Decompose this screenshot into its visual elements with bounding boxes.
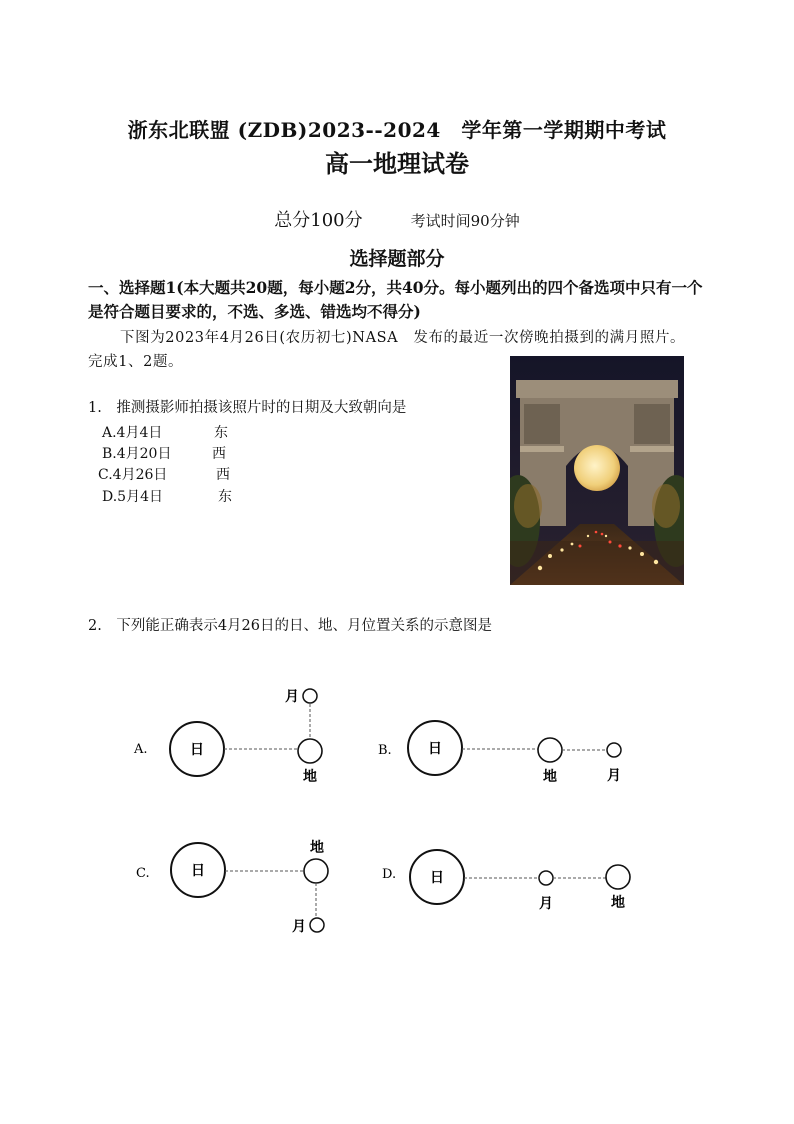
sun-label-a: 日 xyxy=(190,742,204,758)
diagram-option-d[interactable] xyxy=(382,850,630,912)
question-2-text: 2. 下列能正确表示4月26日的日、地、月位置关系的示意图是 xyxy=(88,618,493,634)
total-score: 总分100分 xyxy=(274,210,363,231)
option-c[interactable] xyxy=(98,464,238,484)
earth-circle-b xyxy=(538,738,562,762)
diagram-option-b[interactable] xyxy=(378,721,621,785)
full-moon-arch-photo xyxy=(510,356,684,585)
earth-circle-a xyxy=(298,739,322,763)
diagram-option-a[interactable] xyxy=(133,689,322,785)
option-c-label: C.4月26日 xyxy=(98,467,168,483)
instructions: 一、选择题1(本大题共20题，每小题2分，共40分。每小题列出的四个备选项中只有一个是符合题目要求的，不选、多选、错选均不得分) xyxy=(88,278,703,321)
diagram-label-d: D. xyxy=(382,867,397,882)
diagram-label-a: A. xyxy=(134,742,148,757)
option-a-direction: 东 xyxy=(214,425,228,441)
option-c-direction: 西 xyxy=(216,467,230,483)
earth-label-b: 地 xyxy=(543,769,557,785)
diagram-label-b: B. xyxy=(378,743,392,758)
option-b-label: B.4月20日 xyxy=(102,446,172,462)
exam-time: 考试时间90分钟 xyxy=(410,212,520,230)
option-b[interactable] xyxy=(102,443,242,463)
exam-meta xyxy=(0,206,794,232)
earth-label-d: 地 xyxy=(611,895,625,911)
sun-label-d: 日 xyxy=(430,870,444,886)
question-stem: 下图为2023年4月26日(农历初七)NASA 发布的最近一次傍晚拍摄到的满月照片。完成1、2题。 xyxy=(88,330,686,370)
sun-label-c: 日 xyxy=(191,863,205,879)
earth-circle-d xyxy=(606,865,630,889)
exam-title-line2: 高一地理试卷 xyxy=(325,149,469,178)
option-d[interactable] xyxy=(102,486,242,506)
moon-circle-d xyxy=(539,871,553,885)
moon-circle-b xyxy=(607,743,621,757)
option-d-label: D.5月4日 xyxy=(102,489,163,505)
moon-label-b: 月 xyxy=(607,768,621,784)
moon-circle-a xyxy=(303,689,317,703)
exam-title-line1: 浙东北联盟 (ZDB)2023--2024 学年第一学期期中考试 xyxy=(127,118,667,142)
option-a[interactable] xyxy=(102,422,242,442)
sun-label-b: 日 xyxy=(428,741,442,757)
moon-label-c: 月 xyxy=(292,919,306,935)
diagram-option-c[interactable] xyxy=(136,839,328,935)
diagram-label-c: C. xyxy=(136,866,150,881)
option-a-label: A.4月4日 xyxy=(102,425,163,441)
moon-label-d: 月 xyxy=(539,896,553,912)
earth-label-a: 地 xyxy=(303,769,317,785)
question-1-text: 1. 推测摄影师拍摄该照片时的日期及大致朝向是 xyxy=(88,400,407,416)
earth-circle-c xyxy=(304,859,328,883)
option-b-direction: 西 xyxy=(212,446,226,462)
sun-earth-moon-diagram xyxy=(120,670,660,950)
option-d-direction: 东 xyxy=(218,489,232,505)
earth-label-c: 地 xyxy=(310,840,324,856)
moon-label-a: 月 xyxy=(285,689,299,705)
moon-circle-c xyxy=(310,918,324,932)
section-title: 选择题部分 xyxy=(349,248,445,270)
